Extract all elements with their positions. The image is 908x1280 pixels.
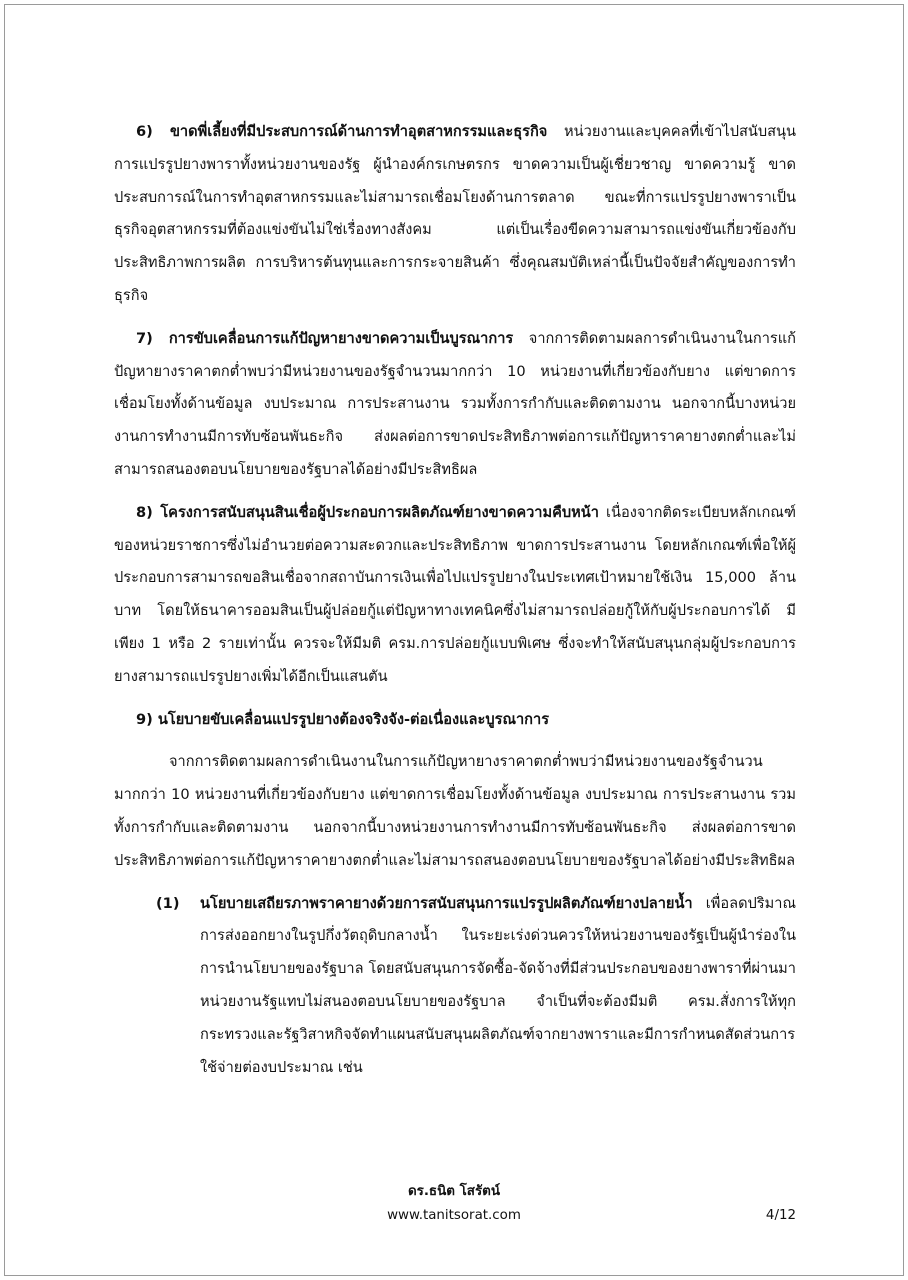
section-9-heading: 9) นโยบายขับเคลื่อนแปรรูปยางต้องจริงจัง-ต่อเนื่องและบูรณาการ: [136, 710, 550, 728]
list-item-text: [200, 888, 796, 1085]
footer-website: www.tanitsorat.com: [387, 1208, 521, 1223]
footer-author: ดร.ธนิต โสรัตน์: [407, 1184, 501, 1199]
list-item-1: [114, 888, 796, 1085]
section-6: [114, 116, 796, 313]
list-item-heading: นโยบายเสถียรภาพราคายางด้วยการสนับสนุนการแปรรูปผลิตภัณฑ์ยางปลายน้ำ: [200, 894, 693, 912]
section-9-body: จากการติดตามผลการดำเนินงานในการแก้ปัญหายางราคาตกต่ำพบว่ามีหน่วยงานของรัฐจำนวนมากกว่า 10 หน่วยงานที่เกี่ยวข้องกับยาง แต่ขาดการเชื่อมโยงทั้งด้านข้อมูล งบประมาณ การประสานงาน รวมทั้งการกำกับและติดตามงาน นอกจากนี้บางหน่วยงานการทำงานมีการทับซ้อนพันธะกิจ ส่งผลต่อการขาดประสิทธิภาพต่อการแก้ปัญหาราคายางตกต่ำและไม่สามารถสนองตอบนโยบายของรัฐบาลได้อย่างมีประสิทธิผล: [114, 753, 796, 869]
section-7: [114, 323, 796, 487]
section-8: [114, 497, 796, 694]
page-number: 4/12: [765, 1208, 796, 1223]
section-7-body: จากการติดตามผลการดำเนินงานในการแก้ปัญหายางราคาตกต่ำพบว่ามีหน่วยงานของรัฐจำนวนมากกว่า 10 หน่วยงานที่เกี่ยวข้องกับยาง แต่ขาดการเชื่อมโยงทั้งด้านข้อมูล งบประมาณ การประสานงาน รวมทั้งการกำกับและติดตามงาน นอกจากนี้บางหน่วยงานการทำงานมีการทับซ้อนพันธะกิจ ส่งผลต่อการขาดประสิทธิภาพต่อการแก้ปัญหาราคายางตกต่ำและไม่สามารถสนองตอบนโยบายของรัฐบาลได้อย่างมีประสิทธิผล: [114, 329, 796, 478]
section-8-body: เนื่องจากติดระเบียบหลักเกณฑ์ของหน่วยราชการซึ่งไม่อำนวยต่อความสะดวกและประสิทธิภาพ ขาดการประสานงาน โดยหลักเกณฑ์เพื่อให้ผู้ประกอบการสามารถขอสินเชื่อจากสถาบันการเงินเพื่อไปแปรรูปยางในประเทศเป้าหมายใช้เงิน 15,000 ล้านบาท โดยให้ธนาคารออมสินเป็นผู้ปล่อยกู้แต่ปัญหาทางเทคนิคซึ่งไม่สามารถปล่อยกู้ให้กับผู้ประกอบการได้ มีเพียง 1 หรือ 2 รายเท่านั้น ควรจะให้มีมติ ครม.การปล่อยกู้แบบพิเศษ ซึ่งจะทำให้สนับสนุนกลุ่มผู้ประกอบการยางสามารถแปรรูปยางเพิ่มได้อีกเป็นแสนตัน: [114, 503, 796, 685]
section-6-body: หน่วยงานและบุคคลที่เข้าไปสนับสนุนการแปรรูปยางพาราทั้งหน่วยงานของรัฐ ผู้นำองค์กรเกษตรกร ขาดความเป็นผู้เชี่ยวชาญ ขาดความรู้ ขาดประสบการณ์ในการทำอุตสาหกรรมและไม่สามารถเชื่อมโยงด้านการตลาด ขณะที่การแปรรูปยางพาราเป็นธุรกิจอุตสาหกรรมที่ต้องแข่งขันไม่ใช่เรื่องทางสังคม แต่เป็นเรื่องขีดความสามารถแข่งขันเกี่ยวข้องกับประสิทธิภาพการผลิต การบริหารต้นทุนและการกระจายสินค้า ซึ่งคุณสมบัติเหล่านี้เป็นปัจจัยสำคัญของการทำธุรกิจ: [114, 123, 796, 304]
list-item-body: เพื่อลดปริมาณการส่งออกยางในรูปกึ่งวัตถุดิบกลางน้ำ ในระยะเร่งด่วนควรให้หน่วยงานของรัฐเป็นผู้นำร่องในการนำนโยบายของรัฐบาล โดยสนับสนุนการจัดซื้อ-จัดจ้างที่มีส่วนประกอบของยางพาราที่ผ่านมาหน่วยงานรัฐแทบไม่สนองตอบนโยบายของรัฐบาล จำเป็นที่จะต้องมีมติ ครม.สั่งการให้ทุกกระทรวงและรัฐวิสาหกิจจัดทำแผนสนับสนุนผลิตภัณฑ์จากยางพาราและมีการกำหนดสัดส่วนการใช้จ่ายต่องบประมาณ เช่น: [200, 894, 796, 1076]
section-7-heading: 7) การขับเคลื่อนการแก้ปัญหายางขาดความเป็นบูรณาการ: [136, 329, 514, 347]
section-6-heading: 6) ขาดพี่เลี้ยงที่มีประสบการณ์ด้านการทำอุตสาหกรรมและธุรกิจ: [136, 123, 548, 140]
document-body: [114, 116, 796, 1084]
section-8-heading: 8) โครงการสนับสนุนสินเชื่อผู้ประกอบการผลิตภัณฑ์ยางขาดความคืบหน้า: [136, 503, 599, 521]
list-item-number: (1): [156, 894, 180, 912]
